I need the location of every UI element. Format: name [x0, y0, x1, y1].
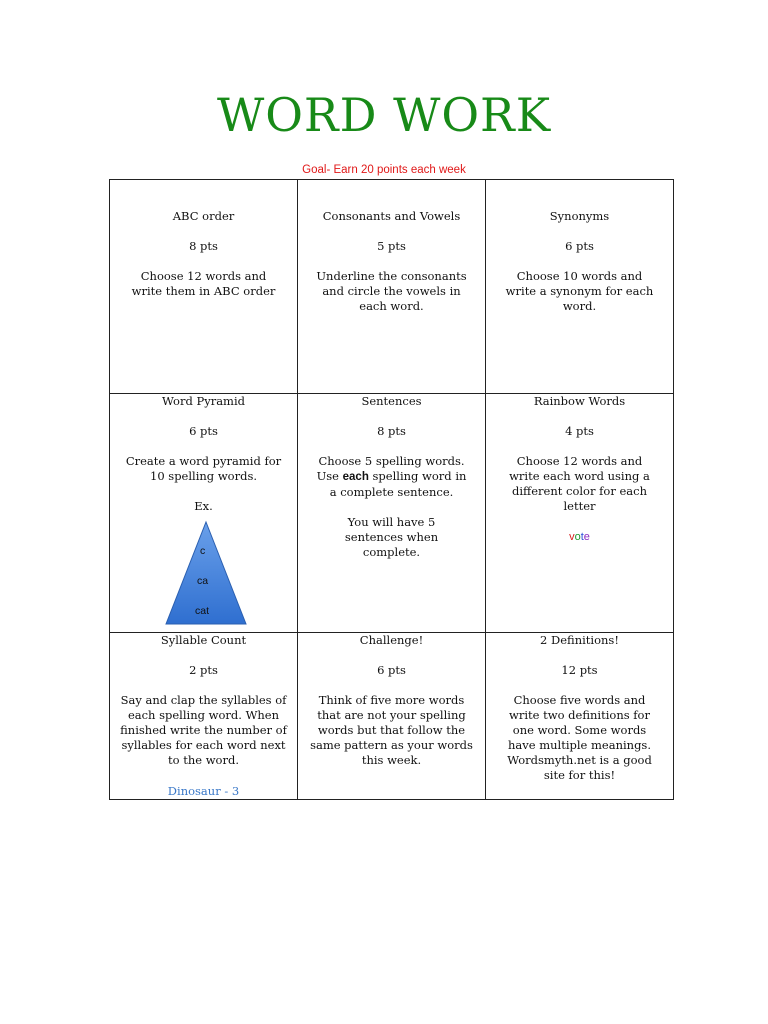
- cell-two-definitions: [486, 633, 673, 800]
- activity-points: 6 pts: [189, 424, 218, 438]
- activity-name: Rainbow Words: [533, 394, 626, 408]
- activity-name: Synonyms: [549, 209, 610, 223]
- pyramid-row-3: cat: [195, 605, 210, 617]
- activity-description: [306, 454, 477, 500]
- activity-points: 6 pts: [377, 663, 406, 677]
- activity-description: Create a word pyramid for 10 spelling words.: [125, 454, 282, 483]
- activity-name: Syllable Count: [160, 633, 247, 647]
- rainbow-letter: t: [580, 531, 584, 543]
- page-title: WORD WORK: [216, 88, 552, 142]
- activity-description: Choose 12 words and write them in ABC order: [131, 269, 276, 298]
- sentences-desc-a: Choose 5 spelling words. Use: [316, 454, 465, 483]
- activity-name: Consonants and Vowels: [322, 209, 461, 223]
- cell-syllable-count: [110, 633, 298, 800]
- activity-points: 5 pts: [377, 239, 406, 253]
- pyramid-row-2: ca: [197, 575, 209, 587]
- cell-consonants-vowels: [298, 180, 486, 394]
- activity-grid: [109, 179, 674, 800]
- activity-description: Choose 12 words and write each word using a different color for each letter: [509, 454, 650, 513]
- activity-description: Think of five more words that are not your spelling words but that follow the same pattern as your words this week.: [310, 693, 473, 767]
- activity-description: Choose five words and write two definitions for one word. Some words have multiple meanings. Wordsmyth.net is a good site for this!: [507, 693, 652, 782]
- activity-name: 2 Definitions!: [540, 633, 619, 647]
- rainbow-letter: o: [574, 531, 581, 543]
- cell-synonyms: [486, 180, 673, 394]
- syllable-example: Dinosaur - 3: [167, 784, 240, 798]
- activity-name: Word Pyramid: [161, 394, 245, 408]
- activity-points: 12 pts: [561, 663, 598, 677]
- pyramid-row-1: c: [200, 545, 206, 557]
- rainbow-letter: e: [583, 531, 590, 543]
- activity-points: 8 pts: [189, 239, 218, 253]
- activity-description: Choose 10 words and write a synonym for each word.: [505, 269, 654, 313]
- cell-challenge: [298, 633, 486, 800]
- activity-name: Challenge!: [359, 633, 424, 647]
- cell-word-pyramid: [110, 394, 298, 633]
- goal-text: Goal- Earn 20 points each week: [302, 164, 466, 176]
- activity-name: Sentences: [361, 394, 422, 408]
- sentences-desc-emphasis: each: [342, 471, 369, 483]
- example-label: Ex.: [194, 499, 213, 513]
- activity-note: You will have 5 sentences when complete.: [344, 515, 439, 559]
- activity-description: Underline the consonants and circle the vowels in each word.: [316, 269, 467, 313]
- cell-sentences: [298, 394, 486, 633]
- activity-points: 8 pts: [377, 424, 406, 438]
- activity-name: ABC order: [172, 209, 235, 223]
- cell-abc-order: [110, 180, 298, 394]
- activity-points: 6 pts: [565, 239, 594, 253]
- activity-description: Say and clap the syllables of each spelling word. When finished write the number of syllables for each word next to the word.: [120, 693, 287, 767]
- rainbow-letter: v: [569, 531, 575, 543]
- activity-points: 2 pts: [189, 663, 218, 677]
- rainbow-example: [494, 530, 665, 545]
- cell-rainbow-words: [486, 394, 673, 633]
- activity-points: 4 pts: [565, 424, 594, 438]
- sentences-desc-b: spelling word in a complete sentence.: [329, 469, 467, 499]
